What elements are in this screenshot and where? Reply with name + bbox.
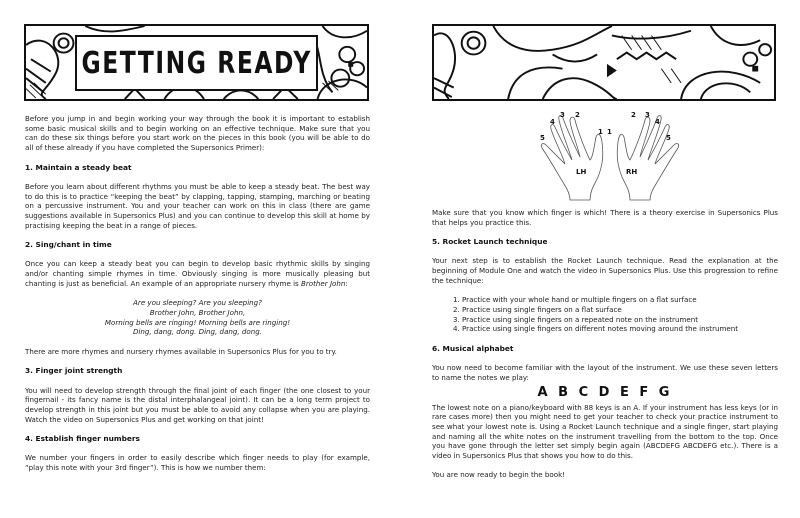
body-text: :	[345, 278, 348, 288]
finger-number-2: 2	[575, 111, 580, 119]
section-body: The lowest note on a piano/keyboard with 88 keys is an A. If your instrument has less keys (or in rare cases more) then you might need to get your teacher to check your practice instrument to see what your lowest note is. Using a Rocket Launch technique and a single finger, start playing and naming all the white notes on the instrument travelling from the bottom to the top. Once you have gone through the letter set simply begin again (ABCDEFG ABCDEFG etc.). There is a video in Supersonics Plus that shows you how to do this.	[432, 402, 778, 461]
section-body	[25, 259, 370, 288]
right-page	[400, 0, 800, 518]
section-body: We number your fingers in order to easily describe which finger needs to play (for example, “play this note with your 3rd finger”). This is how we number them:	[25, 453, 370, 473]
decorative-banner-left	[24, 24, 369, 101]
intro-paragraph: Before you jump in and begin working your way through the book it is important to establish some basic musical skills and to begin working on an effective technique. Make sure that you can do these six things before you start work on the pieces in this book (you will be able to do all of these already if you have completed the Supersonics Primer):	[25, 114, 370, 153]
left-hand-label: LH	[576, 168, 587, 176]
section-body: Your next step is to establish the Rocket Launch technique. Read the explanation at the beginning of Module One and watch the video in Supersonics Plus. Use this progression to refine the technique:	[432, 256, 778, 285]
finger-number-2: 2	[631, 111, 636, 119]
closing-text: You are now ready to begin the book!	[432, 470, 566, 480]
poem-line: Brother John, Brother John,	[149, 307, 246, 317]
section-heading: 6. Musical alphabet	[432, 343, 514, 353]
doodle-pattern-icon	[434, 26, 774, 99]
diagram-note: Make sure that you know which finger is which! There is a theory exercise in Supersonics Plus that helps you practice this.	[432, 208, 778, 227]
left-hand-icon	[541, 116, 602, 200]
musical-alphabet: A B C D E F G	[537, 384, 673, 400]
left-content	[25, 114, 370, 483]
poem-line: Morning bells are ringing! Morning bells are ringing!	[104, 317, 291, 327]
section-heading: 5. Rocket Launch technique	[432, 237, 548, 247]
section-body: You now need to become familiar with the layout of the instrument. We use these seven letters to name the notes we play:	[432, 363, 778, 382]
right-hand-label: RH	[626, 168, 638, 176]
list-item: 3. Practice using single fingers on a repeated note on the instrument	[462, 315, 778, 325]
section-body: You will need to develop strength through the final joint of each finger (the one closest to your fingernail - its fancy name is the distal interphalangeal joint). It can be a long term project to develop strength in this joint but you must be able to avoid any collapse when you are playing. Watch the video on Supersonics Plus and get working on that joint!	[25, 385, 370, 424]
finger-number-1: 1	[607, 128, 612, 136]
finger-number-4: 4	[655, 118, 660, 126]
right-hand-icon	[617, 116, 678, 200]
list-item: 4. Practice using single fingers on different notes moving around the instrument	[462, 324, 778, 334]
section-heading: 4. Establish finger numbers	[25, 434, 140, 444]
finger-number-3: 3	[645, 111, 650, 119]
finger-number-5: 5	[540, 134, 545, 142]
finger-number-5: 5	[666, 134, 671, 142]
page-title: GETTING READY	[81, 45, 312, 81]
section-heading: 1. Maintain a steady beat	[25, 162, 132, 172]
list-item: 1. Practice with your whole hand or multiple fingers on a flat surface	[462, 295, 778, 305]
section-heading: 3. Finger joint strength	[25, 366, 123, 376]
decorative-banner-right	[432, 24, 776, 101]
poem-line: Ding, dang, dong. Ding, dang, dong.	[132, 327, 263, 337]
section-body: Before you learn about different rhythms you must be able to keep a steady beat. The best way to do this is to practice “keeping the beat” by clapping, tapping, stamping, marching or beating on a percussive instrument. You and your teacher can work on this in class (there are game suggestions available in Supersonics Plus) and you can continue to develop this skill at home by practising keeping the beat in a range of pieces.	[25, 181, 370, 230]
finger-number-4: 4	[550, 118, 555, 126]
right-content	[432, 208, 778, 490]
section-note: There are more rhymes and nursery rhymes available in Supersonics Plus for you to try.	[25, 346, 337, 356]
section-heading: 2. Sing/chant in time	[25, 240, 112, 250]
nursery-rhyme	[25, 298, 370, 337]
rhyme-title: Brother John	[301, 278, 346, 288]
title-box	[75, 35, 318, 91]
poem-line: Are you sleeping? Are you sleeping?	[133, 298, 262, 308]
finger-number-3: 3	[560, 111, 565, 119]
hands-finger-diagram	[520, 102, 700, 202]
body-text: Once you can keep a steady beat you can begin to develop basic rhythmic skills by singing and/or chanting simple rhymes in time. Obviously singing is more musically pleasing but chanting is just as beneficial. An example of an appropriate nursery rhyme is	[25, 259, 370, 288]
list-item: 2. Practice using single fingers on a flat surface	[462, 305, 778, 315]
technique-steps-list	[448, 295, 778, 334]
finger-number-1: 1	[598, 128, 603, 136]
